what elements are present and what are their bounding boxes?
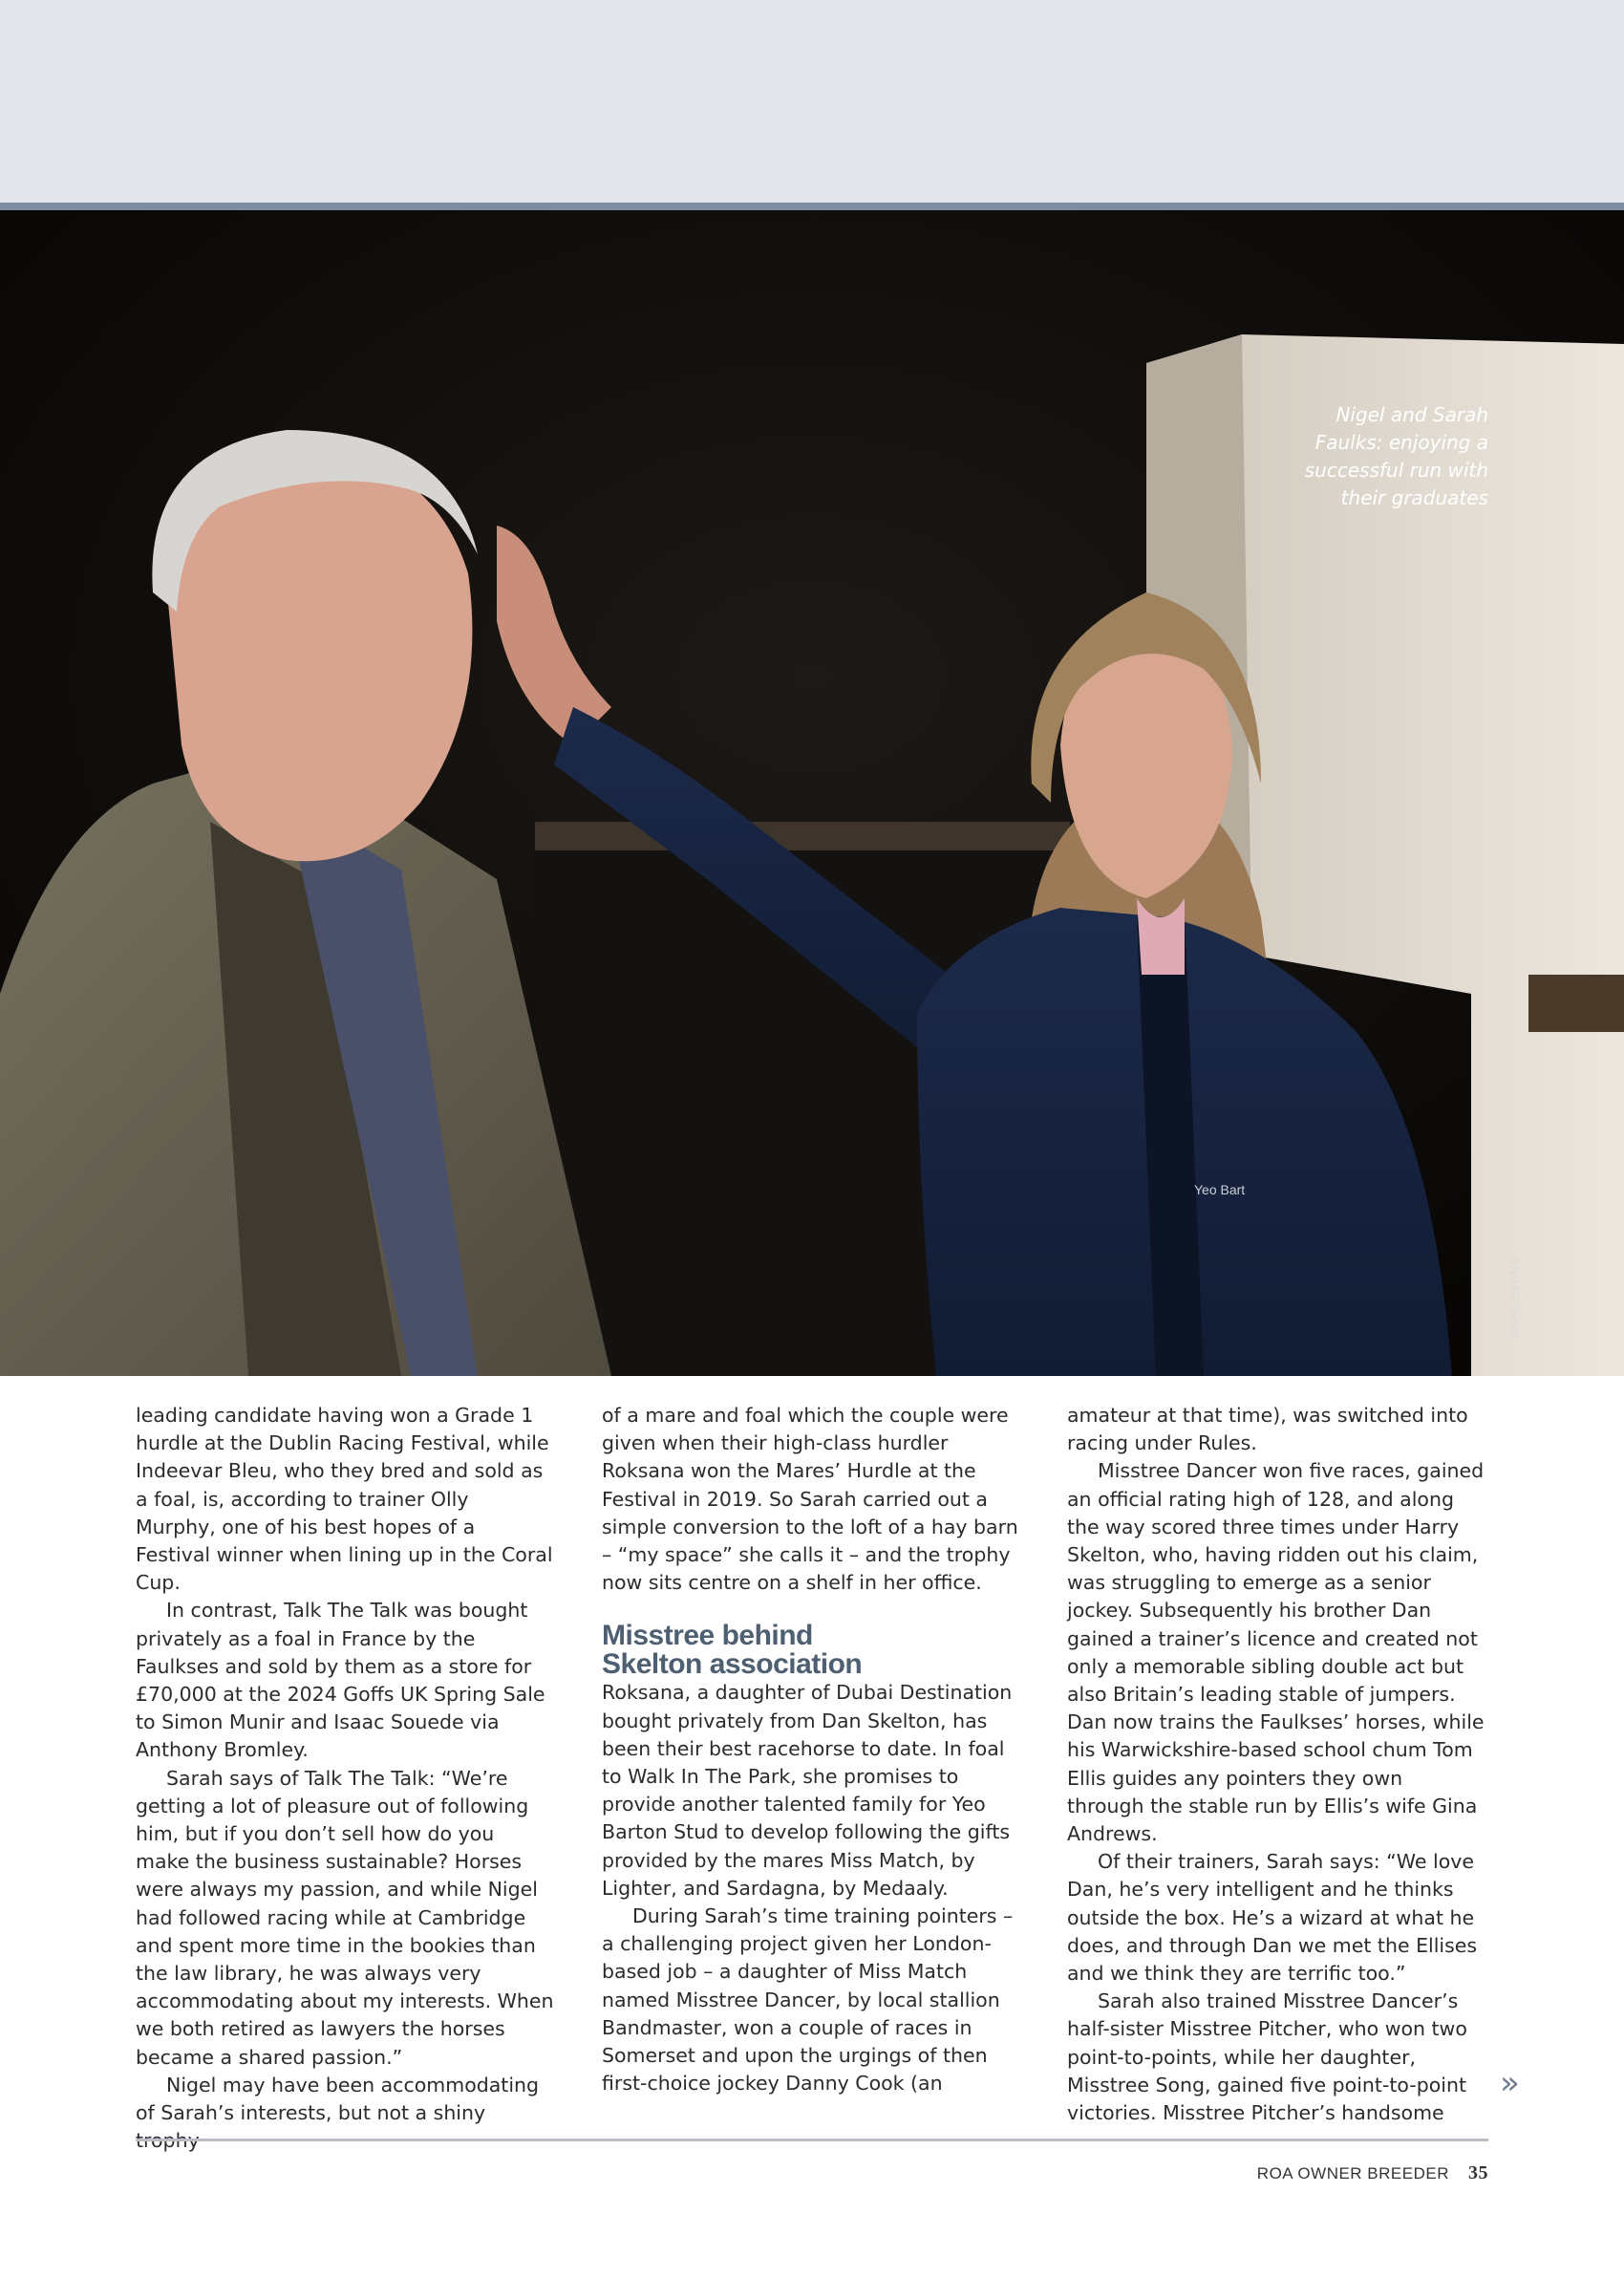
feature-photo bbox=[0, 210, 1624, 1376]
paragraph: amateur at that time), was switched into racing under Rules. bbox=[1067, 1404, 1468, 1455]
paragraph: Of their trainers, Sarah says: “We love Dan, he’s very intelligent and he thinks outside the box. He’s a wizard at what he does, and through Dan we met the Ellises and we think they are terrific too.” bbox=[1067, 1850, 1478, 1986]
header-rule bbox=[0, 203, 1624, 210]
article-column-3 bbox=[1067, 1402, 1485, 2127]
paragraph: of a mare and foal which the couple were given when their high-class hurdler Roksana won the Mares’ Hurdle at the Festival in 2019. So Sarah carried out a simple conversion to the loft of a hay barn – “my space” she calls it – and the trophy now sits centre on a shelf in her office. bbox=[602, 1404, 1018, 1595]
article-column-2 bbox=[602, 1402, 1020, 2097]
photo-credit: CARL EVANS bbox=[1507, 1257, 1521, 1338]
paragraph: Roksana, a daughter of Dubai Destination bought privately from Dan Skelton, has been their best racehorse to date. In foal to Walk In The Park, she promises to provide another talented family for Yeo Barton Stud to develop following the gifts provided by the mares Miss Match, by Lighter, and Sardagna, by Medaaly. bbox=[602, 1681, 1013, 1900]
paragraph: Misstree Dancer won five races, gained an official rating high of 128, and along the way scored three times under Harry Skelton, who, having ridden out his claim, was struggling to emerge as a senior jockey. Subsequently his brother Dan gained a trainer’s licence and created not only a memorable sibling double act but also Britain’s leading stable of jumpers. Dan now trains the Faulkses’ horses, while his Warwickshire-based school chum Tom Ellis guides any pointers they own through the stable run by Ellis’s wife Gina Andrews. bbox=[1067, 1459, 1485, 1846]
photo-illustration bbox=[0, 210, 1624, 1376]
photo-caption bbox=[1278, 401, 1488, 512]
caption-line: successful run with bbox=[1304, 459, 1488, 482]
paragraph: Sarah also trained Misstree Dancer’s half-sister Misstree Pitcher, who won two point-to-points, while her daughter, Misstree Song, gained five point-to-point victories. Misstree Pitcher’s handsome bbox=[1067, 1989, 1467, 2125]
top-margin-band bbox=[0, 0, 1624, 203]
section-subheading bbox=[602, 1622, 1020, 1679]
paragraph: Nigel may have been accommodating of Sarah’s interests, but not a shiny bbox=[136, 2073, 540, 2125]
publication-name: ROA OWNER BREEDER bbox=[1256, 2164, 1449, 2182]
caption-line: their graduates bbox=[1340, 486, 1488, 509]
caption-line: Nigel and Sarah bbox=[1336, 403, 1488, 426]
footer-rule bbox=[136, 2139, 1488, 2141]
article-column-1 bbox=[136, 1402, 554, 2155]
paragraph: During Sarah’s time training pointers – a challenging project given her London-based job – a daughter of Miss Match named Misstree Dancer, by local stallion Bandmaster, won a couple of races in Somerset and upon the urgings of then first-choice jockey Danny Cook (an bbox=[602, 1904, 1014, 2096]
subheading-line: Misstree behind bbox=[602, 1620, 813, 1652]
paragraph: Sarah says of Talk The Talk: “We’re getting a lot of pleasure out of following him, but if you don’t sell how do you make the business sustainable? Horses were always my passion, and while Nigel had followed racing while at Cambridge and spent more time in the bookies than the law library, he was always very accommodating about my interests. When we both retired as lawyers the horses became a shared passion.” bbox=[136, 1766, 554, 2069]
jacket-logo: Yeo Bart bbox=[1194, 1182, 1246, 1197]
paragraph: leading candidate having won a Grade 1 hurdle at the Dublin Racing Festival, while Indeevar Bleu, who they bred and sold as a foal, is, according to trainer Olly Murphy, one of his best hopes of a Festival winner when lining up in the Coral Cup. bbox=[136, 1404, 553, 1595]
page-number: 35 bbox=[1468, 2162, 1488, 2183]
page-footer bbox=[1257, 2162, 1488, 2184]
subheading-line: Skelton association bbox=[602, 1648, 863, 1681]
paragraph: In contrast, Talk The Talk was bought privately as a foal in France by the Faulkses and sold by them as a store for £70,000 at the 2024 Goffs UK Spring Sale to Simon Munir and Isaac Souede via Anthony Bromley. bbox=[136, 1599, 545, 1762]
continue-arrow-icon: » bbox=[1500, 2064, 1520, 2102]
caption-line: Faulks: enjoying a bbox=[1314, 431, 1488, 454]
